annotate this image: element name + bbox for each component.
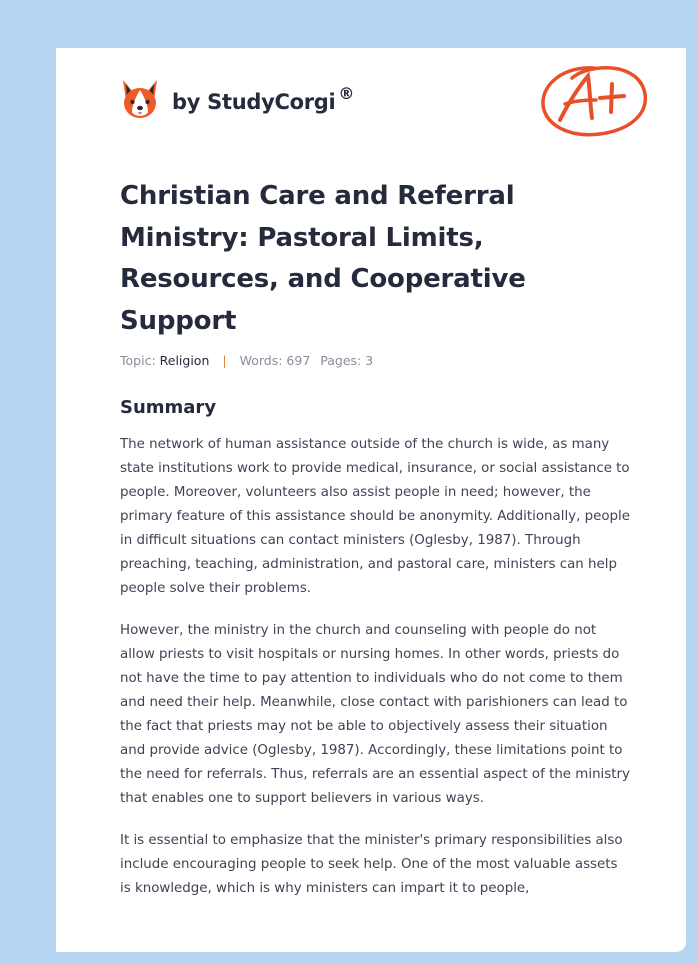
words-label: Words:	[239, 353, 283, 368]
topic-label: Topic:	[120, 353, 156, 368]
meta-separator: |	[222, 353, 227, 368]
document-meta	[120, 353, 373, 368]
word-count: 697	[286, 353, 311, 368]
brand-logo[interactable]	[120, 76, 354, 122]
document-page	[56, 48, 686, 952]
registered-mark: ®	[338, 84, 355, 103]
page-count: 3	[365, 353, 374, 368]
pages-label: Pages:	[320, 353, 362, 368]
brand-name: by StudyCorgi ®	[172, 84, 355, 114]
document-body	[120, 433, 632, 919]
topic-link[interactable]: Religion	[159, 353, 210, 368]
paragraph: The network of human assistance outside of the church is wide, as many state institutions work to provide medical, insurance, or social assistance to people. Moreover, volunteers also assist people in need; however, the primary feature of this assistance should be anonymity. Additionally, people in difficult situations can contact ministers (Oglesby, 1987). Through preaching, teaching, administration, and pastoral care, ministers can help people solve their problems.	[120, 437, 630, 596]
paragraph: It is essential to emphasize that the minister's primary responsibilities also include encouraging people to seek help. One of the most valuable assets is knowledge, which is why ministers can impart it to people,	[120, 833, 623, 896]
corgi-icon	[120, 76, 160, 122]
document-title: Christian Care and Referral Ministry: Pastoral Limits, Resources, and Cooperative Support	[120, 181, 526, 336]
paragraph: However, the ministry in the church and counseling with people do not allow priests to visit hospitals or nursing homes. In other words, priests do not have the time to pay attention to individuals who do not come to them and need their help. Meanwhile, close contact with parishioners can lead to the fact that priests may not be able to objectively assess their situation and provide advice (Oglesby, 1987). Accordingly, these limitations point to the need for referrals. Thus, referrals are an essential aspect of the ministry that enables one to support believers in various ways.	[120, 623, 630, 806]
a-plus-grade-badge	[538, 58, 650, 142]
section-heading: Summary	[120, 397, 217, 418]
